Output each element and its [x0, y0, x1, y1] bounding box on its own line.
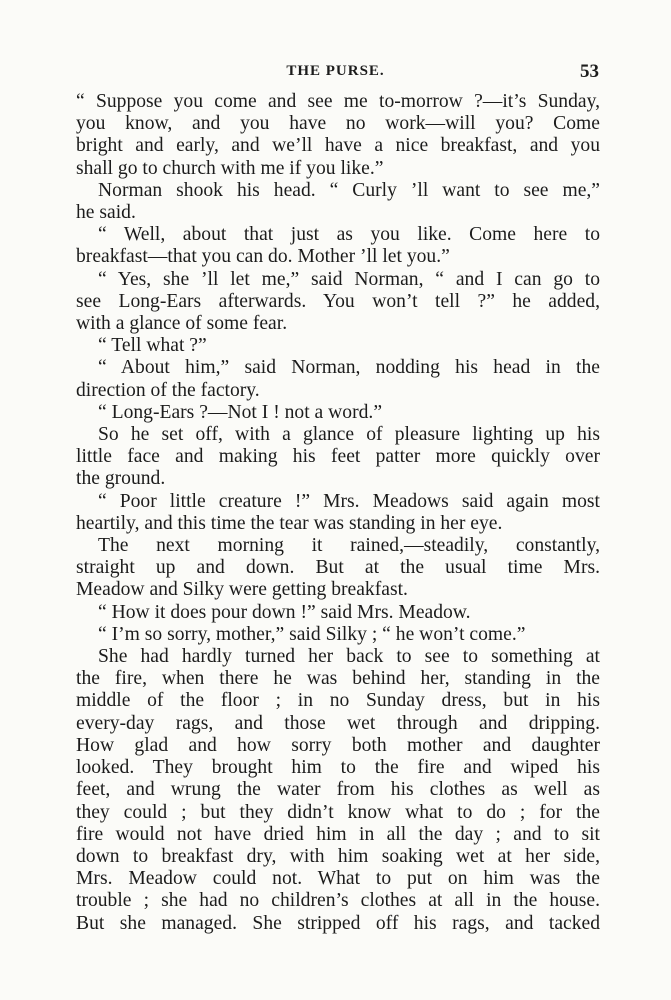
text-line: But she managed. She stripped off his rags, and tacked — [76, 912, 600, 934]
text-line: see Long-Ears afterwards. You won’t tell ?” he added, — [76, 290, 600, 312]
running-head — [0, 63, 671, 83]
text-line: “ Long-Ears ?—Not I ! not a word.” — [98, 401, 383, 423]
text-line: heartily, and this time the tear was standing in her eye. — [76, 512, 503, 534]
text-line: “ Suppose you come and see me to-morrow ?—it’s Sunday, — [76, 91, 600, 112]
text-line: feet, and wrung the water from his clothes as well as — [76, 779, 600, 801]
text-line: you know, and you have no work—will you? Come — [76, 113, 600, 135]
text-line: the fire, when there he was behind her, standing in the — [76, 668, 600, 690]
text-line: they could ; but they didn’t know what to do ; for the — [76, 801, 600, 823]
text-line: “ About him,” said Norman, nodding his head in the — [98, 357, 600, 379]
text-line: She had hardly turned her back to see to something at — [98, 646, 600, 668]
text-line: breakfast—that you can do. Mother ’ll let you.” — [76, 246, 450, 268]
text-line: “ Well, about that just as you like. Come here to — [98, 224, 600, 246]
text-line: “ How it does pour down !” said Mrs. Meadow. — [98, 601, 471, 623]
text-line: bright and early, and we’ll have a nice breakfast, and you — [76, 135, 600, 157]
text-line: trouble ; she had no children’s clothes at all in the house. — [76, 890, 600, 912]
text-line: little face and making his feet patter more quickly over — [76, 446, 600, 468]
text-line: shall go to church with me if you like.” — [76, 157, 384, 179]
text-line: he said. — [76, 202, 136, 224]
text-line: down to breakfast dry, with him soaking wet at her side, — [76, 845, 600, 867]
text-line: So he set off, with a glance of pleasure lighting up his — [98, 424, 600, 446]
page-number: 53 — [580, 61, 599, 82]
body-text — [76, 91, 600, 935]
text-line: middle of the floor ; in no Sunday dress, but in his — [76, 690, 600, 712]
text-line: “ Poor little creature !” Mrs. Meadows said again most — [98, 490, 600, 512]
text-line: direction of the factory. — [76, 379, 260, 401]
text-line: fire would not have dried him in all the day ; and to sit — [76, 823, 600, 845]
running-title: THE PURSE. — [286, 63, 385, 79]
text-line: the ground. — [76, 468, 166, 490]
text-line: The next morning it rained,—steadily, constantly, — [98, 535, 600, 557]
text-line: straight up and down. But at the usual time Mrs. — [76, 557, 600, 579]
text-line: Mrs. Meadow could not. What to put on him was the — [76, 868, 600, 890]
text-line: “ Yes, she ’ll let me,” said Norman, “ and I can go to — [98, 268, 600, 290]
text-line: Norman shook his head. “ Curly ’ll want to see me,” — [98, 179, 600, 201]
text-line: with a glance of some fear. — [76, 313, 288, 335]
text-line: “ Tell what ?” — [98, 335, 207, 357]
text-line: “ I’m so sorry, mother,” said Silky ; “ he won’t come.” — [98, 623, 526, 645]
text-line: How glad and how sorry both mother and daughter — [76, 734, 600, 756]
text-line: Meadow and Silky were getting breakfast. — [76, 579, 408, 601]
text-line: looked. They brought him to the fire and wiped his — [76, 757, 600, 779]
text-line: every-day rags, and those wet through and dripping. — [76, 712, 600, 734]
